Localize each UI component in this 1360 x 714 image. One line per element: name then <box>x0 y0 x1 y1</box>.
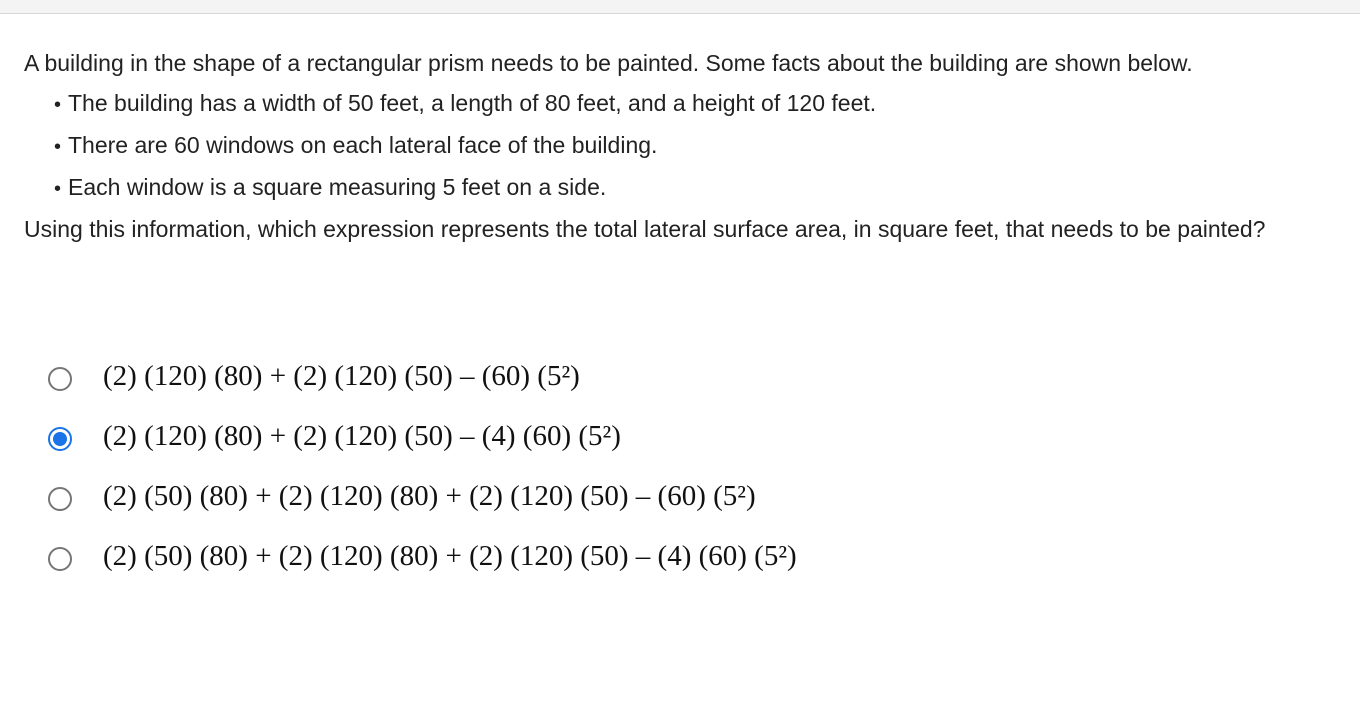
fact-list <box>24 83 1344 209</box>
question-prompt: Using this information, which expression represents the total lateral surface area, in square feet, that needs to be painted? <box>24 216 1266 242</box>
bullet-icon: • <box>54 94 62 116</box>
answer-choices <box>48 346 1048 586</box>
fact-item <box>54 167 1344 209</box>
fact-text: There are 60 windows on each lateral face of the building. <box>68 132 658 158</box>
question-stem <box>24 43 1344 249</box>
choice-expression: (2) (50) (80) + (2) (120) (80) + (2) (120) (50) – (4) (60) (5²) <box>103 539 797 572</box>
answer-choice-b[interactable] <box>48 406 1048 466</box>
choice-expression: (2) (120) (80) + (2) (120) (50) – (4) (60) (5²) <box>103 419 621 452</box>
fact-item <box>54 83 1344 125</box>
top-border <box>0 0 1360 14</box>
choice-expression: (2) (50) (80) + (2) (120) (80) + (2) (120) (50) – (60) (5²) <box>103 479 756 512</box>
answer-choice-c[interactable] <box>48 466 1048 526</box>
answer-choice-a[interactable] <box>48 346 1048 406</box>
fact-text: The building has a width of 50 feet, a length of 80 feet, and a height of 120 feet. <box>68 90 877 116</box>
answer-choice-d[interactable] <box>48 526 1048 586</box>
radio-filled-icon[interactable] <box>48 427 72 451</box>
fact-text: Each window is a square measuring 5 feet on a side. <box>68 174 607 200</box>
radio-empty-icon[interactable] <box>48 547 72 571</box>
radio-empty-icon[interactable] <box>48 367 72 391</box>
choice-expression: (2) (120) (80) + (2) (120) (50) – (60) (5²) <box>103 359 580 392</box>
fact-item <box>54 125 1344 167</box>
question-intro: A building in the shape of a rectangular prism needs to be painted. Some facts about the building are shown below. <box>24 50 1193 76</box>
radio-empty-icon[interactable] <box>48 487 72 511</box>
bullet-icon: • <box>54 136 62 158</box>
bullet-icon: • <box>54 178 62 200</box>
